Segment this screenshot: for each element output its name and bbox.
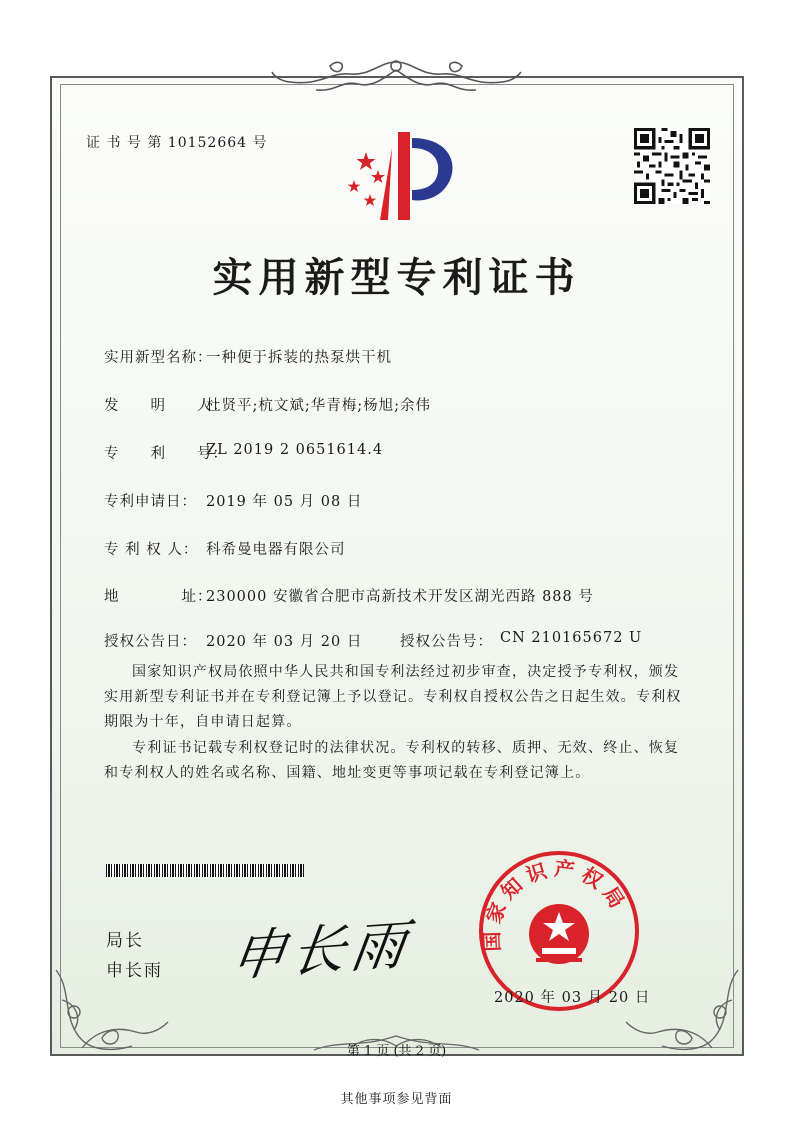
page-indicator: 第 1 页 (共 2 页) <box>346 1044 447 1059</box>
top-ornament-icon <box>270 56 523 96</box>
seal-date: 2020 年 03 月 20 日 <box>494 990 651 1006</box>
announce-number-label: 授权公告号： <box>400 634 493 650</box>
signatory-name: 申长雨 <box>106 961 163 981</box>
address-label: 地 址： <box>104 589 213 605</box>
certificate-title: 实用新型专利证书 <box>212 255 581 301</box>
patent-number-label: 专 利 号： <box>104 446 228 462</box>
filing-date-value: 2019 年 05 月 08 日 <box>206 494 363 510</box>
inventor-value: 杜贤平;杭文斌;华青梅;杨旭;余伟 <box>206 398 432 414</box>
patent-office-logo-icon <box>340 128 464 224</box>
announce-number-value: CN 210165672 U <box>500 630 643 646</box>
qr-code-icon <box>634 128 710 204</box>
footer-note: 其他事项参见背面 <box>340 1092 453 1107</box>
inventor-label: 发 明 人： <box>104 398 228 414</box>
announce-date-value: 2020 年 03 月 20 日 <box>206 634 363 650</box>
patentee-label: 专 利 权 人： <box>104 542 199 558</box>
utility-model-name-label: 实用新型名称： <box>104 350 213 366</box>
svg-text:国家知识产权局: 国家知识产权局 <box>479 856 633 952</box>
signatory-title: 局长 <box>106 931 144 951</box>
grant-statement-paragraph: 国家知识产权局依照中华人民共和国专利法经过初步审查，决定授予专利权，颁发实用新型专利证书并在专利登记簿上予以登记。专利权自授权公告之日起生效。专利权期限为十年，自申请日起算。 <box>104 664 682 730</box>
legal-status-paragraph: 专利证书记载专利权登记时的法律状况。专利权的转移、质押、无效、终止、恢复和专利权人的姓名或名称、国籍、地址变更等事项记载在专利登记簿上。 <box>104 740 680 781</box>
filing-date-label: 专利申请日： <box>104 494 197 510</box>
patentee-value: 科希曼电器有限公司 <box>206 542 346 558</box>
handwritten-signature: 申长雨 <box>227 912 416 989</box>
announce-date-label: 授权公告日： <box>104 634 197 650</box>
address-value: 230000 安徽省合肥市高新技术开发区湖光西路 888 号 <box>206 589 594 605</box>
utility-model-name-value: 一种便于拆装的热泵烘干机 <box>206 350 392 366</box>
certificate-number: 证 书 号 第 10152664 号 <box>86 135 268 151</box>
patent-number-value: ZL 2019 2 0651614.4 <box>206 442 384 458</box>
barcode-icon <box>106 864 304 877</box>
